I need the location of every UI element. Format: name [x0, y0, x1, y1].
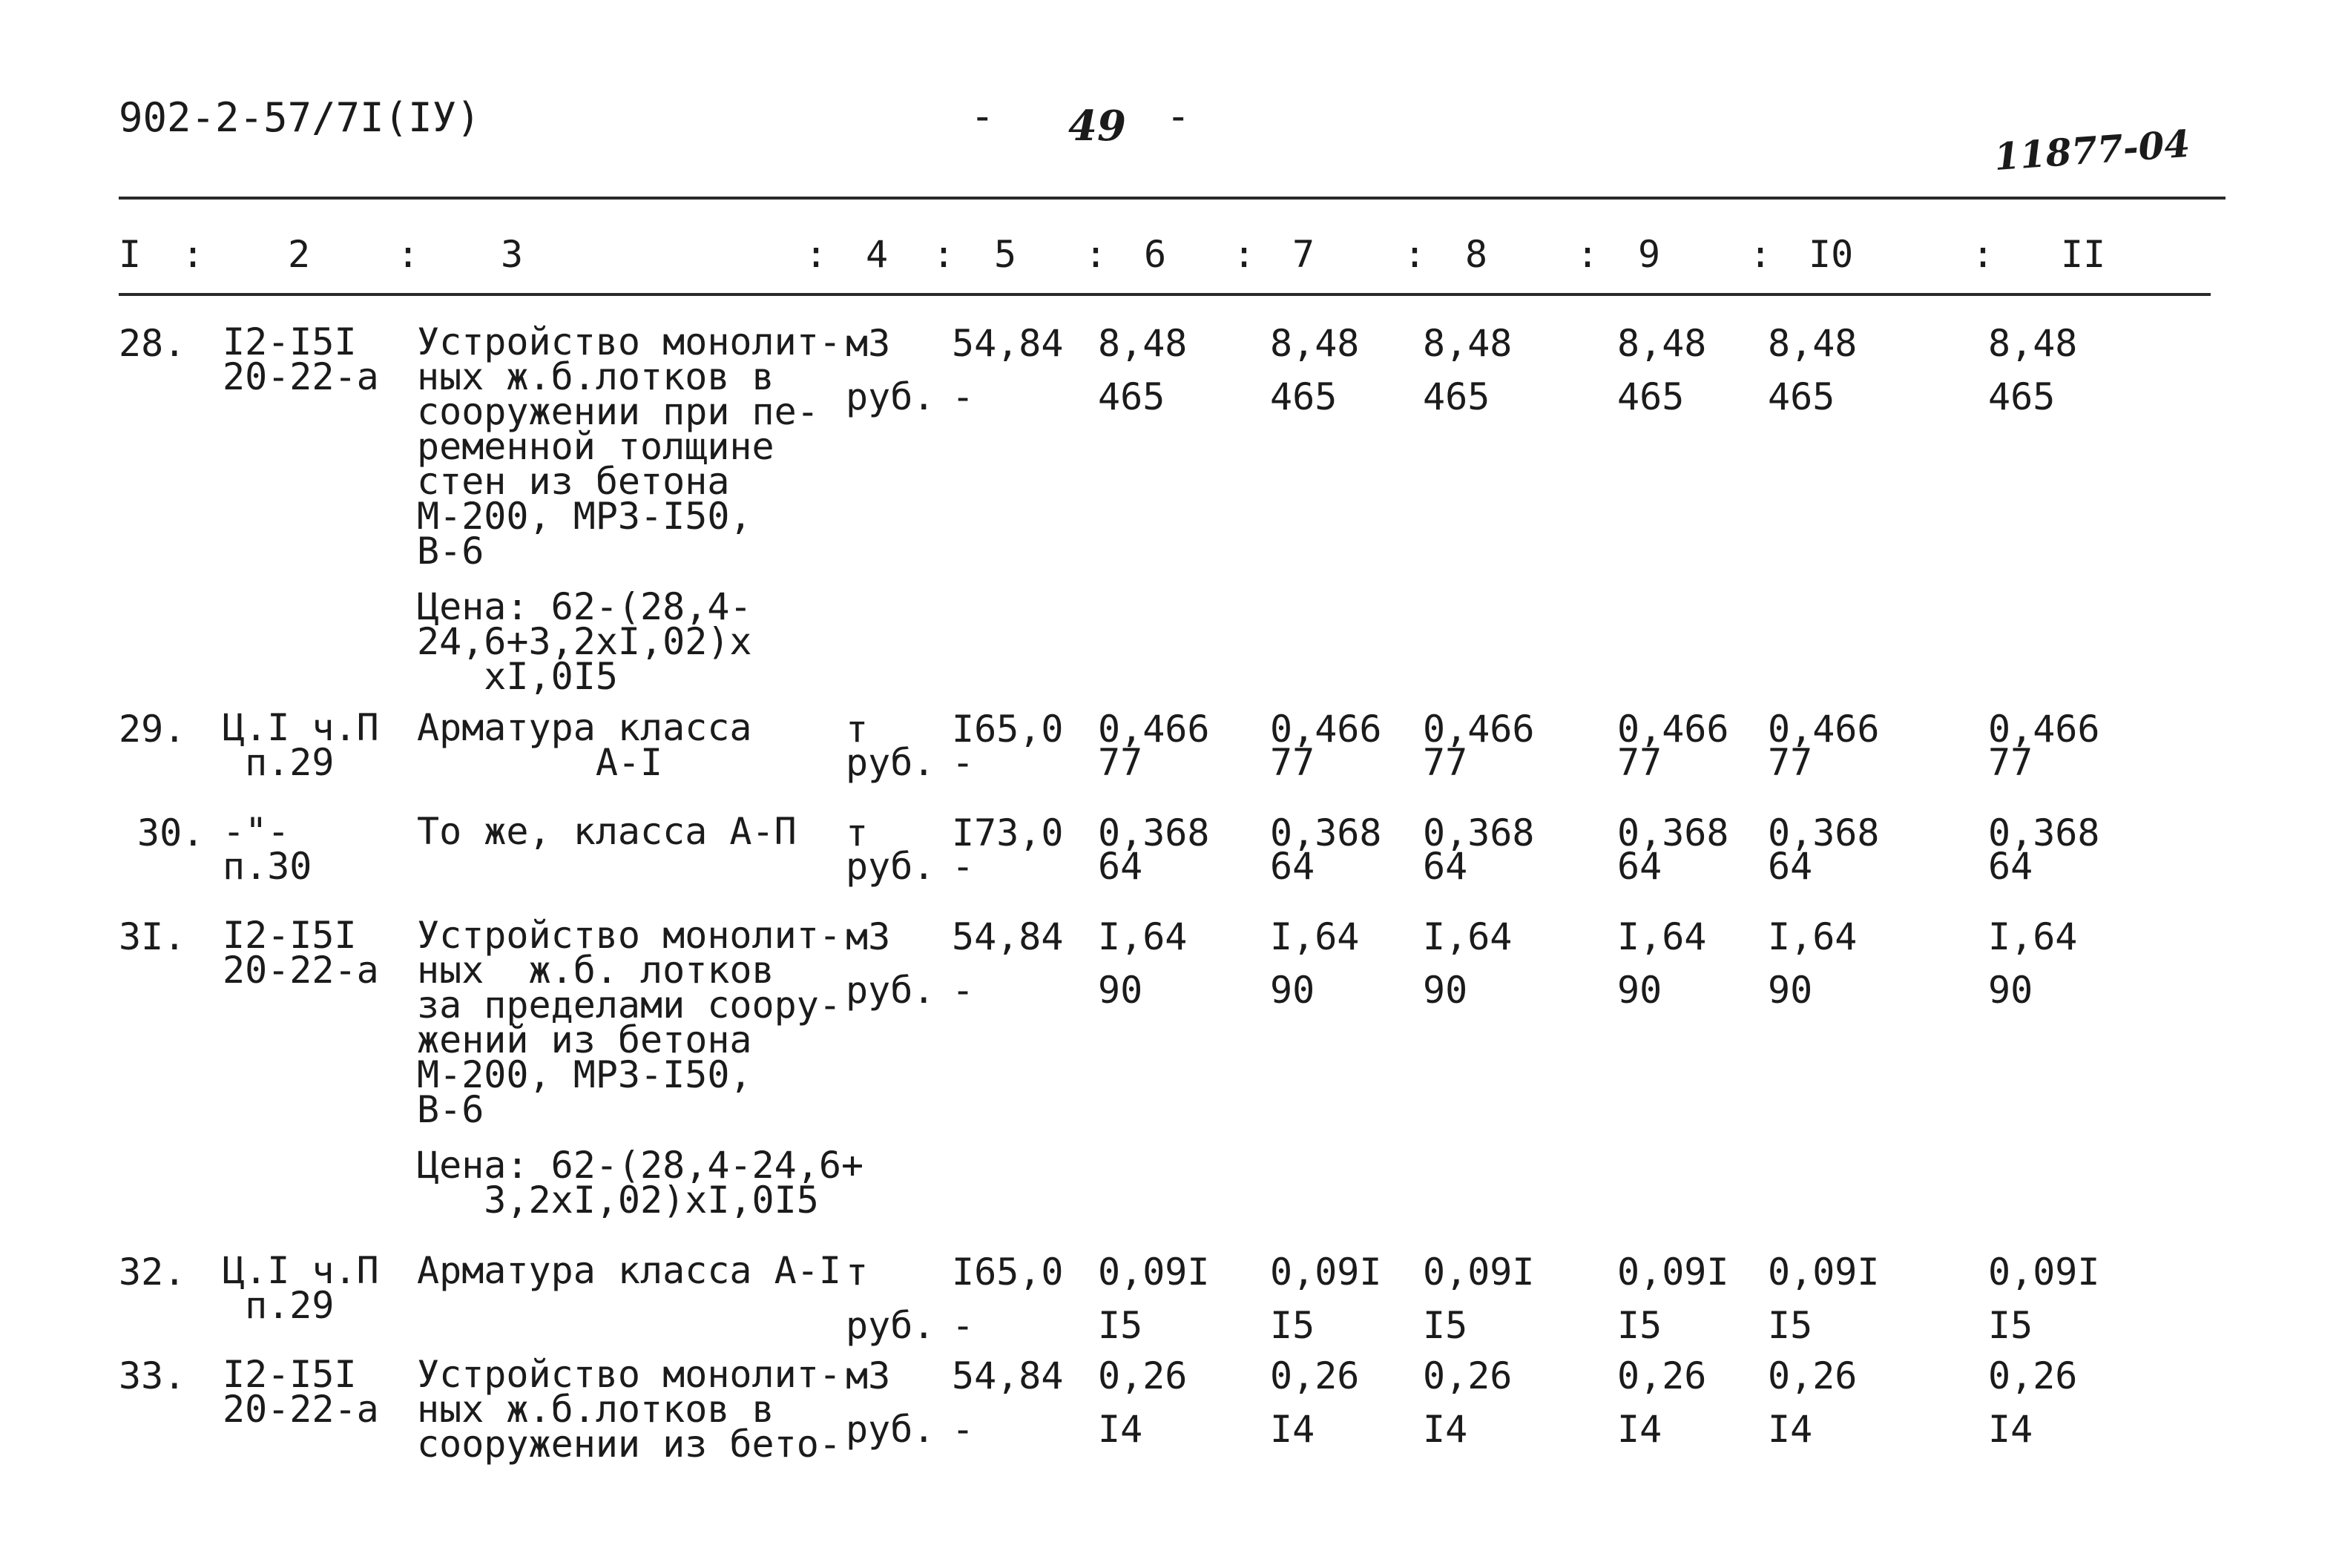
row-description: То же, класса А-П — [417, 810, 797, 853]
row-unit: м3 — [846, 915, 891, 958]
row-quantity: I,64 — [1988, 915, 2078, 958]
column-header: 5 — [994, 233, 1017, 276]
row-unit: руб. — [846, 741, 935, 784]
row-cost: 64 — [1098, 845, 1143, 888]
row-price-note: Цена: 62-(28,4- 24,6+3,2xI,02)x xI,0I5 — [417, 585, 752, 698]
row-unit: руб. — [846, 1408, 935, 1451]
page-number: 49 — [1068, 102, 1126, 151]
row-number: 28. — [119, 322, 186, 365]
row-rate: I65,0 — [952, 708, 1064, 751]
row-quantity: 8,48 — [1617, 322, 1707, 365]
row-cost: 77 — [1617, 741, 1662, 784]
row-unit: т — [846, 811, 869, 854]
column-header: 3 — [501, 233, 524, 276]
column-separator: : — [1972, 233, 1995, 276]
row-number: 32. — [119, 1251, 186, 1294]
row-code: Ц.I ч.П п.29 — [223, 1249, 379, 1327]
row-cost: 64 — [1423, 845, 1468, 888]
row-quantity: 8,48 — [1988, 322, 2078, 365]
column-separator: : — [1233, 233, 1256, 276]
column-header: 7 — [1292, 233, 1315, 276]
row-quantity: 0,466 — [1988, 708, 2100, 751]
page-dash-right: - — [1166, 93, 1191, 139]
row-quantity: 0,09I — [1988, 1251, 2100, 1294]
column-header: I — [119, 233, 142, 276]
row-quantity: 8,48 — [1768, 322, 1858, 365]
row-quantity: 0,09I — [1617, 1251, 1729, 1294]
row-quantity: 0,26 — [1423, 1354, 1513, 1397]
row-cost: 64 — [1270, 845, 1315, 888]
row-cost: I5 — [1270, 1304, 1315, 1347]
row-cost: I4 — [1617, 1408, 1662, 1451]
row-description: Арматура класса А-I — [417, 706, 752, 784]
row-rate: I65,0 — [952, 1251, 1064, 1294]
row-unit: руб. — [846, 845, 935, 888]
row-cost: I5 — [1098, 1304, 1143, 1347]
row-cost: 90 — [1423, 969, 1468, 1012]
row-unit: м3 — [846, 322, 891, 365]
row-quantity: I,64 — [1423, 915, 1513, 958]
row-quantity: 0,09I — [1768, 1251, 1880, 1294]
row-cost: 77 — [1098, 741, 1143, 784]
row-quantity: 0,09I — [1423, 1251, 1535, 1294]
document-code: 902-2-57/7I(IУ) — [119, 94, 481, 141]
row-cost: I4 — [1270, 1408, 1315, 1451]
row-cost: I4 — [1768, 1408, 1813, 1451]
row-quantity: 0,368 — [1270, 811, 1382, 854]
row-quantity: 0,09I — [1270, 1251, 1382, 1294]
row-quantity: I,64 — [1270, 915, 1360, 958]
row-number: 29. — [119, 708, 186, 751]
row-unit: т — [846, 708, 869, 751]
row-cost: 90 — [1617, 969, 1662, 1012]
row-description: Арматура класса А-I — [417, 1249, 841, 1292]
row-quantity: 0,368 — [1768, 811, 1880, 854]
column-header: 6 — [1144, 233, 1167, 276]
row-quantity: 0,466 — [1768, 708, 1880, 751]
row-unit: руб. — [846, 375, 935, 418]
row-quantity: 0,368 — [1617, 811, 1729, 854]
row-cost: 465 — [1988, 375, 2056, 418]
column-header: II — [2061, 233, 2106, 276]
row-quantity: 8,48 — [1098, 322, 1188, 365]
column-header: 2 — [288, 233, 311, 276]
row-quantity: 0,368 — [1988, 811, 2100, 854]
column-separator: : — [805, 233, 828, 276]
row-unit: руб. — [846, 969, 935, 1012]
row-unit: руб. — [846, 1304, 935, 1347]
column-separator: : — [182, 233, 205, 276]
column-separator: : — [1404, 233, 1427, 276]
row-quantity: 0,26 — [1098, 1354, 1188, 1397]
row-cost: 90 — [1988, 969, 2033, 1012]
row-rate: 54,84 — [952, 322, 1064, 365]
row-quantity: 0,466 — [1423, 708, 1535, 751]
column-separator: : — [1085, 233, 1108, 276]
row-cost: I4 — [1988, 1408, 2033, 1451]
row-description: Устройство монолит- ных ж.б.лотков в сооружении из бето- — [417, 1353, 841, 1466]
row-cost: 77 — [1768, 741, 1813, 784]
row-quantity: 0,26 — [1617, 1354, 1707, 1397]
row-cost: 64 — [1617, 845, 1662, 888]
header-bottom-rule — [119, 293, 2211, 296]
column-separator: : — [932, 233, 955, 276]
row-code: Ц.I ч.П п.29 — [223, 706, 379, 784]
row-quantity: 0,368 — [1098, 811, 1210, 854]
row-quantity: I,64 — [1768, 915, 1858, 958]
row-cost: 64 — [1768, 845, 1813, 888]
row-cost: 77 — [1423, 741, 1468, 784]
row-quantity: 0,368 — [1423, 811, 1535, 854]
row-rate: - — [952, 845, 975, 888]
row-quantity: 8,48 — [1423, 322, 1513, 365]
row-quantity: 0,466 — [1098, 708, 1210, 751]
row-quantity: 8,48 — [1270, 322, 1360, 365]
column-separator: : — [1749, 233, 1772, 276]
row-cost: 77 — [1270, 741, 1315, 784]
row-rate: I73,0 — [952, 811, 1064, 854]
row-unit: т — [846, 1251, 869, 1294]
row-code: -"- п.30 — [223, 810, 312, 888]
row-code: I2-I5I 20-22-a — [223, 1353, 379, 1431]
row-unit: м3 — [846, 1354, 891, 1397]
row-cost: 465 — [1617, 375, 1685, 418]
handwritten-archive-number: 11877-04 — [1993, 121, 2191, 179]
column-header: I0 — [1809, 233, 1854, 276]
page-dash-left: - — [970, 93, 995, 139]
row-quantity: 0,26 — [1988, 1354, 2078, 1397]
row-number: 33. — [119, 1354, 186, 1397]
row-rate: - — [952, 741, 975, 784]
row-quantity: I,64 — [1617, 915, 1707, 958]
row-rate: - — [952, 375, 975, 418]
row-price-note: Цена: 62-(28,4-24,6+ 3,2xI,02)xI,0I5 — [417, 1144, 864, 1222]
row-cost: I5 — [1617, 1304, 1662, 1347]
row-cost: I5 — [1768, 1304, 1813, 1347]
row-cost: 64 — [1988, 845, 2033, 888]
row-cost: 90 — [1270, 969, 1315, 1012]
row-description: Устройство монолит- ных ж.б. лотков за пределами соору- жений из бетона М-200, МРЗ-I50, В-6 — [417, 914, 841, 1131]
row-quantity: 0,466 — [1270, 708, 1382, 751]
column-separator: : — [397, 233, 420, 276]
column-header: 4 — [866, 233, 889, 276]
row-cost: 465 — [1423, 375, 1490, 418]
row-rate: - — [952, 969, 975, 1012]
row-cost: I5 — [1423, 1304, 1468, 1347]
row-cost: 465 — [1098, 375, 1165, 418]
row-cost: 465 — [1270, 375, 1338, 418]
row-quantity: 0,26 — [1270, 1354, 1360, 1397]
row-code: I2-I5I 20-22-a — [223, 320, 379, 398]
row-cost: I5 — [1988, 1304, 2033, 1347]
row-cost: 465 — [1768, 375, 1835, 418]
row-rate: - — [952, 1304, 975, 1347]
row-cost: I4 — [1098, 1408, 1143, 1451]
row-code: I2-I5I 20-22-a — [223, 914, 379, 992]
row-quantity: 0,466 — [1617, 708, 1729, 751]
row-quantity: 0,09I — [1098, 1251, 1210, 1294]
row-cost: 90 — [1768, 969, 1813, 1012]
row-number: 3I. — [119, 915, 186, 958]
row-rate: 54,84 — [952, 1354, 1064, 1397]
row-quantity: 0,26 — [1768, 1354, 1858, 1397]
row-description: Устройство монолит- ных ж.б.лотков в сооружении при пе- ременной толщине стен из бетона М-200, МРЗ-I50, В-6 — [417, 320, 841, 573]
row-rate: - — [952, 1408, 975, 1451]
row-number: 30. — [137, 811, 205, 854]
column-header: 8 — [1465, 233, 1488, 276]
header-top-rule — [119, 197, 2225, 200]
row-cost: 90 — [1098, 969, 1143, 1012]
row-cost: 77 — [1988, 741, 2033, 784]
column-header: 9 — [1638, 233, 1661, 276]
column-separator: : — [1576, 233, 1599, 276]
row-rate: 54,84 — [952, 915, 1064, 958]
row-cost: I4 — [1423, 1408, 1468, 1451]
row-quantity: I,64 — [1098, 915, 1188, 958]
